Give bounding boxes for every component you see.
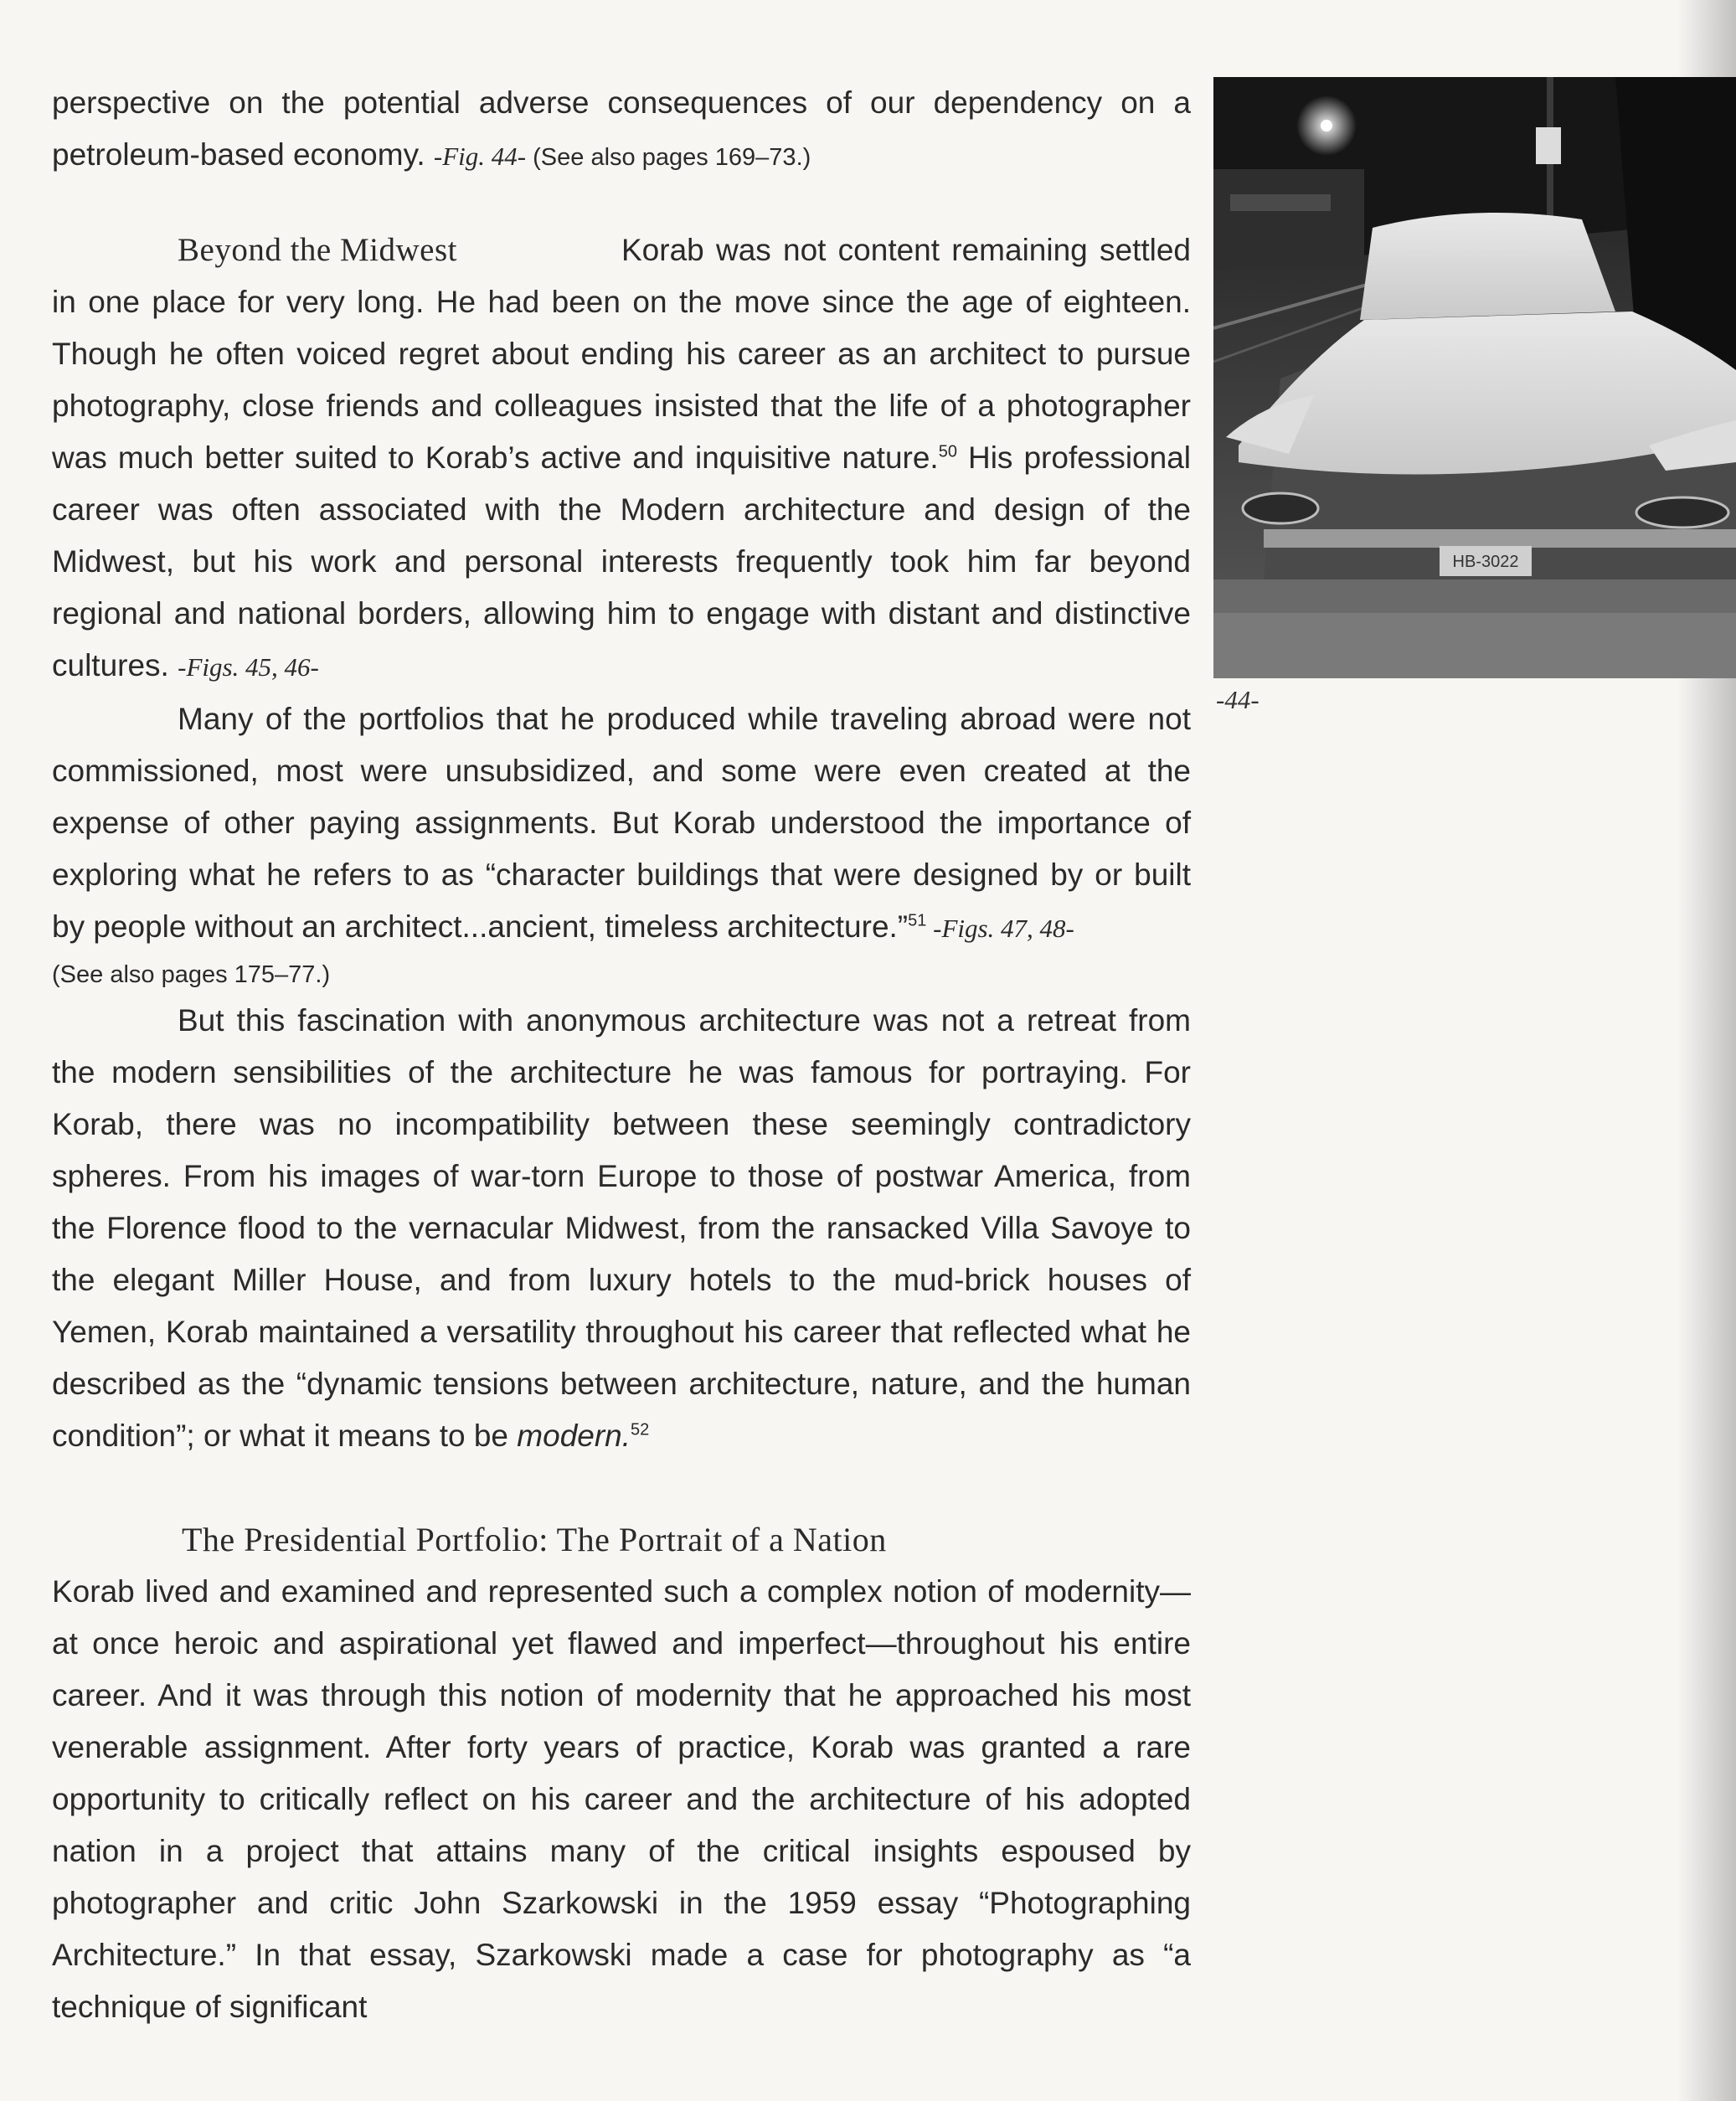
section-presidential-portfolio — [52, 1514, 1191, 2033]
body-text: Korab lived and examined and represented such a complex notion of modernity—at once heroic and aspirational yet flawed and imperfect—throughout his entire career. And it was through this notion of modernity that he approached his most venerable assignment. After forty years of practice, Korab was granted a rare opportunity to critically reflect on his career and the architecture of his adopted nation in a project that attains many of the critical insights espoused by photographer and critic John Szarkowski in the 1959 essay “Photographing Architecture.” In that essay, Szarkowski made a case for photography as “a technique of significant — [52, 1574, 1191, 2024]
section-heading: Beyond the Midwest — [178, 232, 457, 268]
body-text: His professional career was often associated with the Modern architecture and design of the Midwest, but his work and personal interests frequently took him far beyond regional and national borders, allowing him to engage with distant and distinctive cultures. — [52, 440, 1191, 682]
figure-reference: -Figs. 45, 46- — [178, 652, 319, 682]
body-text: Many of the portfolios that he produced while traveling abroad were not commissioned, most were unsubsidized, and some were even created at the expense of other paying assignments. But Korab understood the importance of exploring what he refers to as “character buildings that were designed by or built by people without an architect...ancient, timeless architecture.” — [52, 702, 1191, 944]
body-text: perspective on the potential adverse consequences of our dependency on a petroleum-based economy. — [52, 85, 1191, 172]
figure-caption: -44- — [1216, 685, 1260, 714]
license-plate-text: HB-3022 — [1452, 553, 1519, 571]
body-text: Korab was not content remaining settled in one place for very long. He had been on the move since the age of eighteen. Though he often voiced regret about ending his career as an architect to pursue photography, close friends and colleagues insisted that the life of a photographer was much better suited to Korab’s active and inquisitive nature. — [52, 233, 1191, 475]
snow-covered-car-image — [1213, 77, 1736, 678]
section-heading: The Presidential Portfolio: The Portrait of a Nation — [182, 1521, 887, 1558]
section-beyond-the-midwest — [52, 224, 1191, 1462]
footnote-marker: 50 — [938, 442, 957, 461]
footnote-marker: 51 — [908, 911, 927, 930]
figure-reference: -Fig. 44- — [433, 142, 527, 171]
see-also-reference: (See also pages 169–73.) — [526, 144, 811, 171]
body-text: But this fascination with anonymous architecture was not a retreat from the modern sensibilities of the architecture he was famous for portraying. For Korab, there was no incompatibility between these seemingly contradictory spheres. From his images of war-torn Europe to those of postwar America, from the Florence flood to the vernacular Midwest, from the ransacked Villa Savoye to the elegant Miller House, and from luxury hotels to the mud-brick houses of Yemen, Korab maintained a versatility throughout his career that reflected what he described as the “dynamic tensions between architecture, nature, and the human condition”; or what it means to be — [52, 1003, 1191, 1453]
figure-reference: -Figs. 47, 48- — [926, 914, 1074, 943]
figure-44-photo — [1213, 77, 1736, 678]
see-also-reference: (See also pages 175–77.) — [52, 961, 331, 988]
emphasis-text: modern. — [517, 1419, 631, 1453]
footnote-marker: 52 — [631, 1420, 650, 1439]
paragraph-intro — [52, 77, 1191, 183]
